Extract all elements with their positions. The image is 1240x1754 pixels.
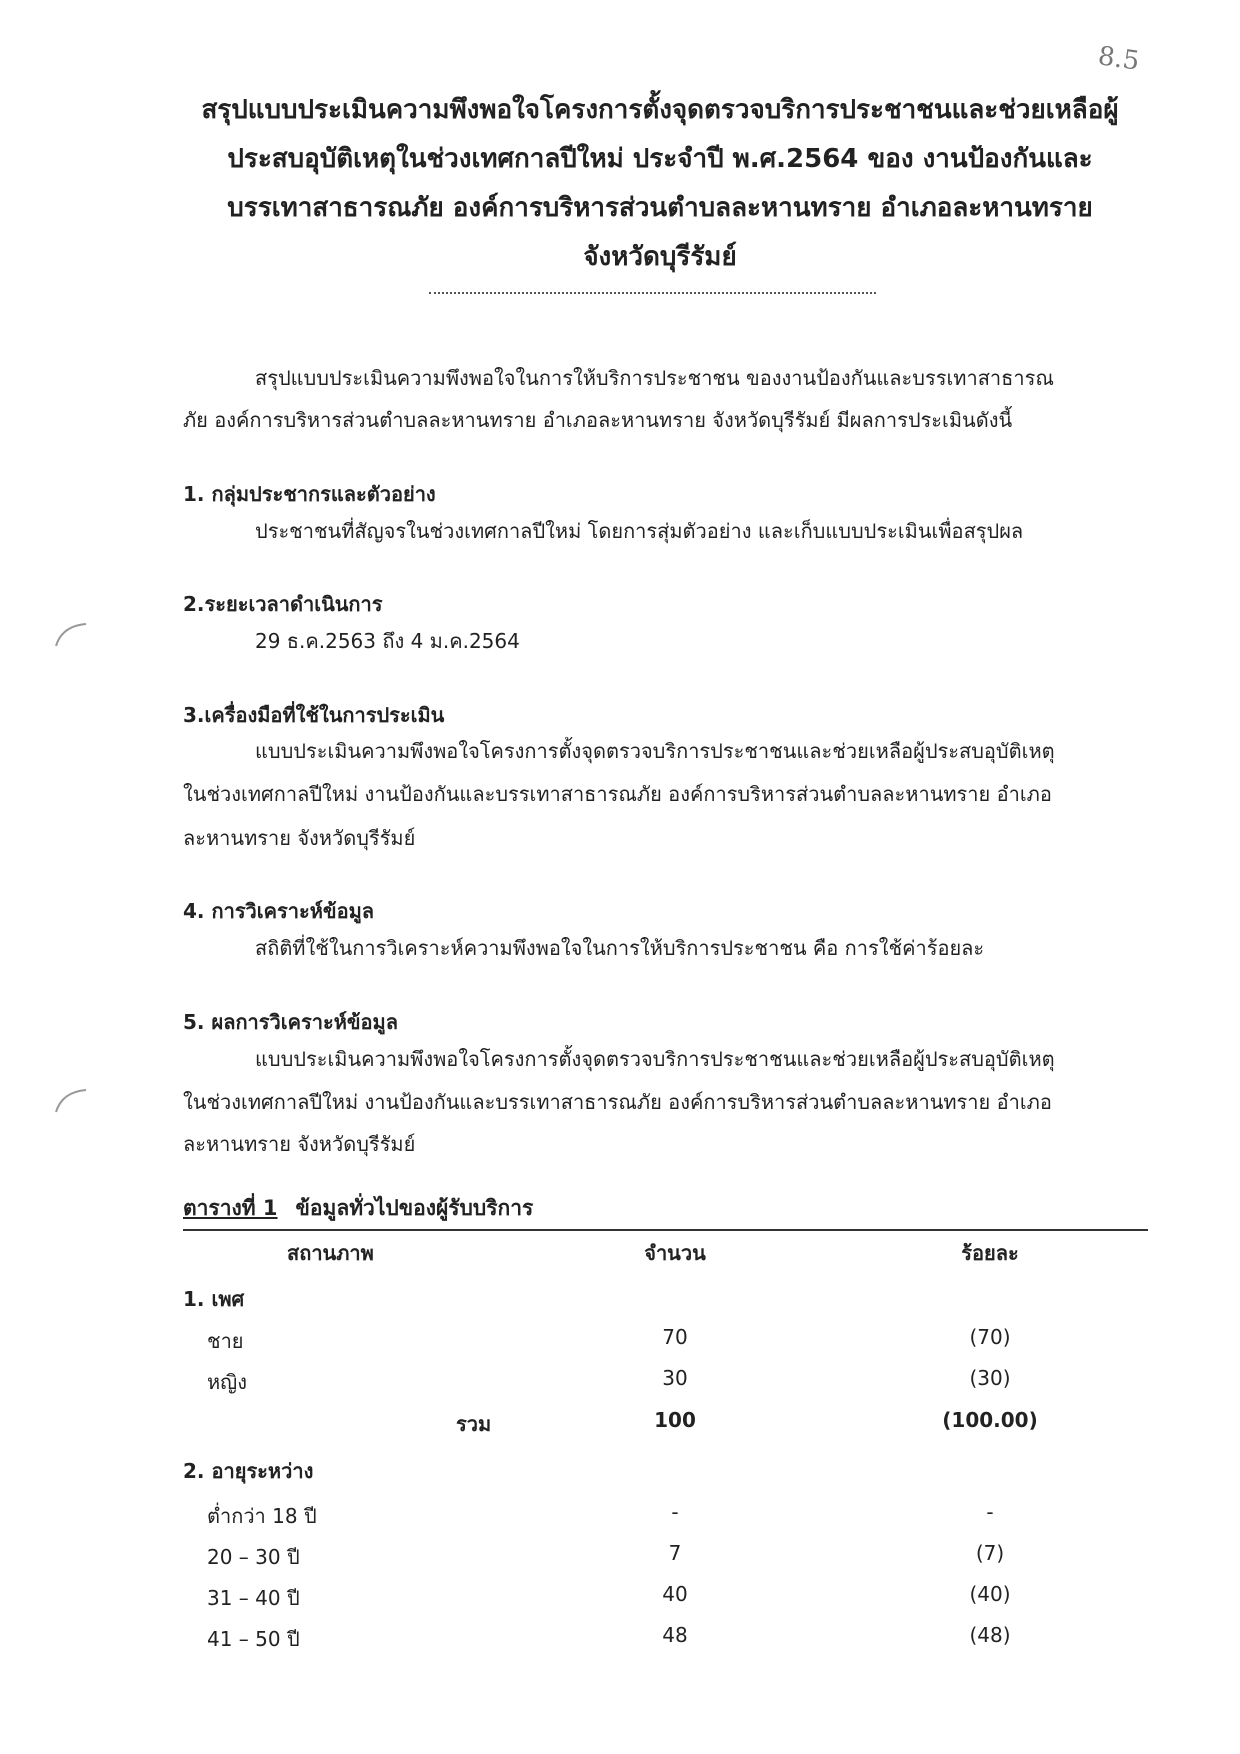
section-text: ในช่วงเทศกาลปีใหม่ งานป้องกันและบรรเทาสาธารณภัย องค์การบริหารส่วนตำบลละหานทราย อำเภอ (183, 1090, 1052, 1114)
row-label: 20 – 30 ปี (207, 1545, 300, 1569)
section-text: ประชาชนที่สัญจรในช่วงเทศกาลปีใหม่ โดยการสุ่มตัวอย่าง และเก็บแบบประเมินเพื่อสรุปผล (255, 519, 1024, 543)
row-label: รวม (456, 1412, 492, 1436)
title-line: บรรเทาสาธารณภัย องค์การบริหารส่วนตำบลละหานทราย อำเภอละหานทราย (227, 193, 1093, 223)
section-heading: 2.ระยะเวลาดำเนินการ (183, 592, 383, 616)
row-percent: (48) (969, 1623, 1011, 1647)
row-count: 48 (662, 1623, 688, 1647)
row-count: 30 (662, 1366, 688, 1390)
section-text: ในช่วงเทศกาลปีใหม่ งานป้องกันและบรรเทาสาธารณภัย องค์การบริหารส่วนตำบลละหานทราย อำเภอ (183, 782, 1052, 806)
section-heading: 4. การวิเคราะห์ข้อมูล (183, 899, 375, 923)
row-count: 40 (662, 1582, 688, 1606)
table-row (0, 1541, 1240, 1571)
row-percent: (30) (969, 1366, 1011, 1390)
table-top-rule (183, 1229, 1148, 1231)
section-text: 29 ธ.ค.2563 ถึง 4 ม.ค.2564 (255, 629, 520, 653)
row-label: 41 – 50 ปี (207, 1627, 300, 1651)
header-percent: ร้อยละ (961, 1241, 1019, 1265)
row-percent: (100.00) (942, 1408, 1038, 1432)
table-row (0, 1623, 1240, 1653)
corner-note: 8.5 (1096, 41, 1142, 77)
section-heading: 5. ผลการวิเคราะห์ข้อมูล (183, 1010, 398, 1034)
table-row (0, 1325, 1240, 1355)
section-text: สถิติที่ใช้ในการวิเคราะห์ความพึงพอใจในการให้บริการประชาชน คือ การใช้ค่าร้อยละ (255, 936, 985, 960)
table-caption-text: ข้อมูลทั่วไปของผู้รับบริการ (295, 1196, 534, 1220)
table-group-heading (0, 1455, 1240, 1485)
group-heading-age: 2. อายุระหว่าง (183, 1459, 314, 1483)
table-caption-label: ตารางที่ 1 (183, 1196, 278, 1220)
table-row (0, 1582, 1240, 1612)
title-line: จังหวัดบุรีรัมย์ (583, 242, 737, 272)
row-count: 70 (662, 1325, 688, 1349)
row-label: 31 – 40 ปี (207, 1586, 300, 1610)
hole-mark-upper (52, 620, 92, 650)
row-count: - (671, 1500, 679, 1524)
section-heading: 3.เครื่องมือที่ใช้ในการประเมิน (183, 703, 445, 727)
section-text: แบบประเมินความพึงพอใจโครงการตั้งจุดตรวจบริการประชาชนและช่วยเหลือผู้ประสบอุบัติเหตุ (255, 1047, 1055, 1071)
title-line: สรุปแบบประเมินความพึงพอใจโครงการตั้งจุดตรวจบริการประชาชนและช่วยเหลือผู้ (201, 95, 1119, 125)
table-total-row (0, 1408, 1240, 1438)
title-line: ประสบอุบัติเหตุในช่วงเทศกาลปีใหม่ ประจำปี พ.ศ.2564 ของ งานป้องกันและ (227, 144, 1093, 174)
header-count: จำนวน (644, 1241, 706, 1265)
row-label: ต่ำกว่า 18 ปี (207, 1504, 317, 1528)
table-row (0, 1366, 1240, 1396)
section-text: ละหานทราย จังหวัดบุรีรัมย์ (183, 1132, 416, 1156)
section-text: ละหานทราย จังหวัดบุรีรัมย์ (183, 826, 416, 850)
table-caption (183, 1192, 533, 1225)
table-header-row (0, 1237, 1240, 1267)
row-count: 7 (668, 1541, 682, 1565)
hole-mark-lower (52, 1086, 92, 1116)
row-percent: - (986, 1500, 994, 1524)
row-percent: (70) (969, 1325, 1011, 1349)
document-title (170, 86, 1150, 282)
row-percent: (7) (975, 1541, 1005, 1565)
group-heading-gender: 1. เพศ (183, 1287, 245, 1311)
table-row (0, 1500, 1240, 1530)
intro-line: สรุปแบบประเมินความพึงพอใจในการให้บริการประชาชน ของงานป้องกันและบรรเทาสาธารณ (255, 366, 1054, 390)
intro-line: ภัย องค์การบริหารส่วนตำบลละหานทราย อำเภอละหานทราย จังหวัดบุรีรัมย์ มีผลการประเมินดังนี้ (183, 408, 1013, 432)
dotted-divider (429, 292, 876, 294)
section-text: แบบประเมินความพึงพอใจโครงการตั้งจุดตรวจบริการประชาชนและช่วยเหลือผู้ประสบอุบัติเหตุ (255, 739, 1055, 763)
table-group-heading (0, 1283, 1240, 1313)
row-count: 100 (654, 1408, 696, 1432)
row-percent: (40) (969, 1582, 1011, 1606)
row-label: ชาย (207, 1329, 244, 1353)
section-heading: 1. กลุ่มประชากรและตัวอย่าง (183, 482, 436, 506)
header-status: สถานภาพ (287, 1241, 374, 1265)
row-label: หญิง (207, 1370, 247, 1394)
